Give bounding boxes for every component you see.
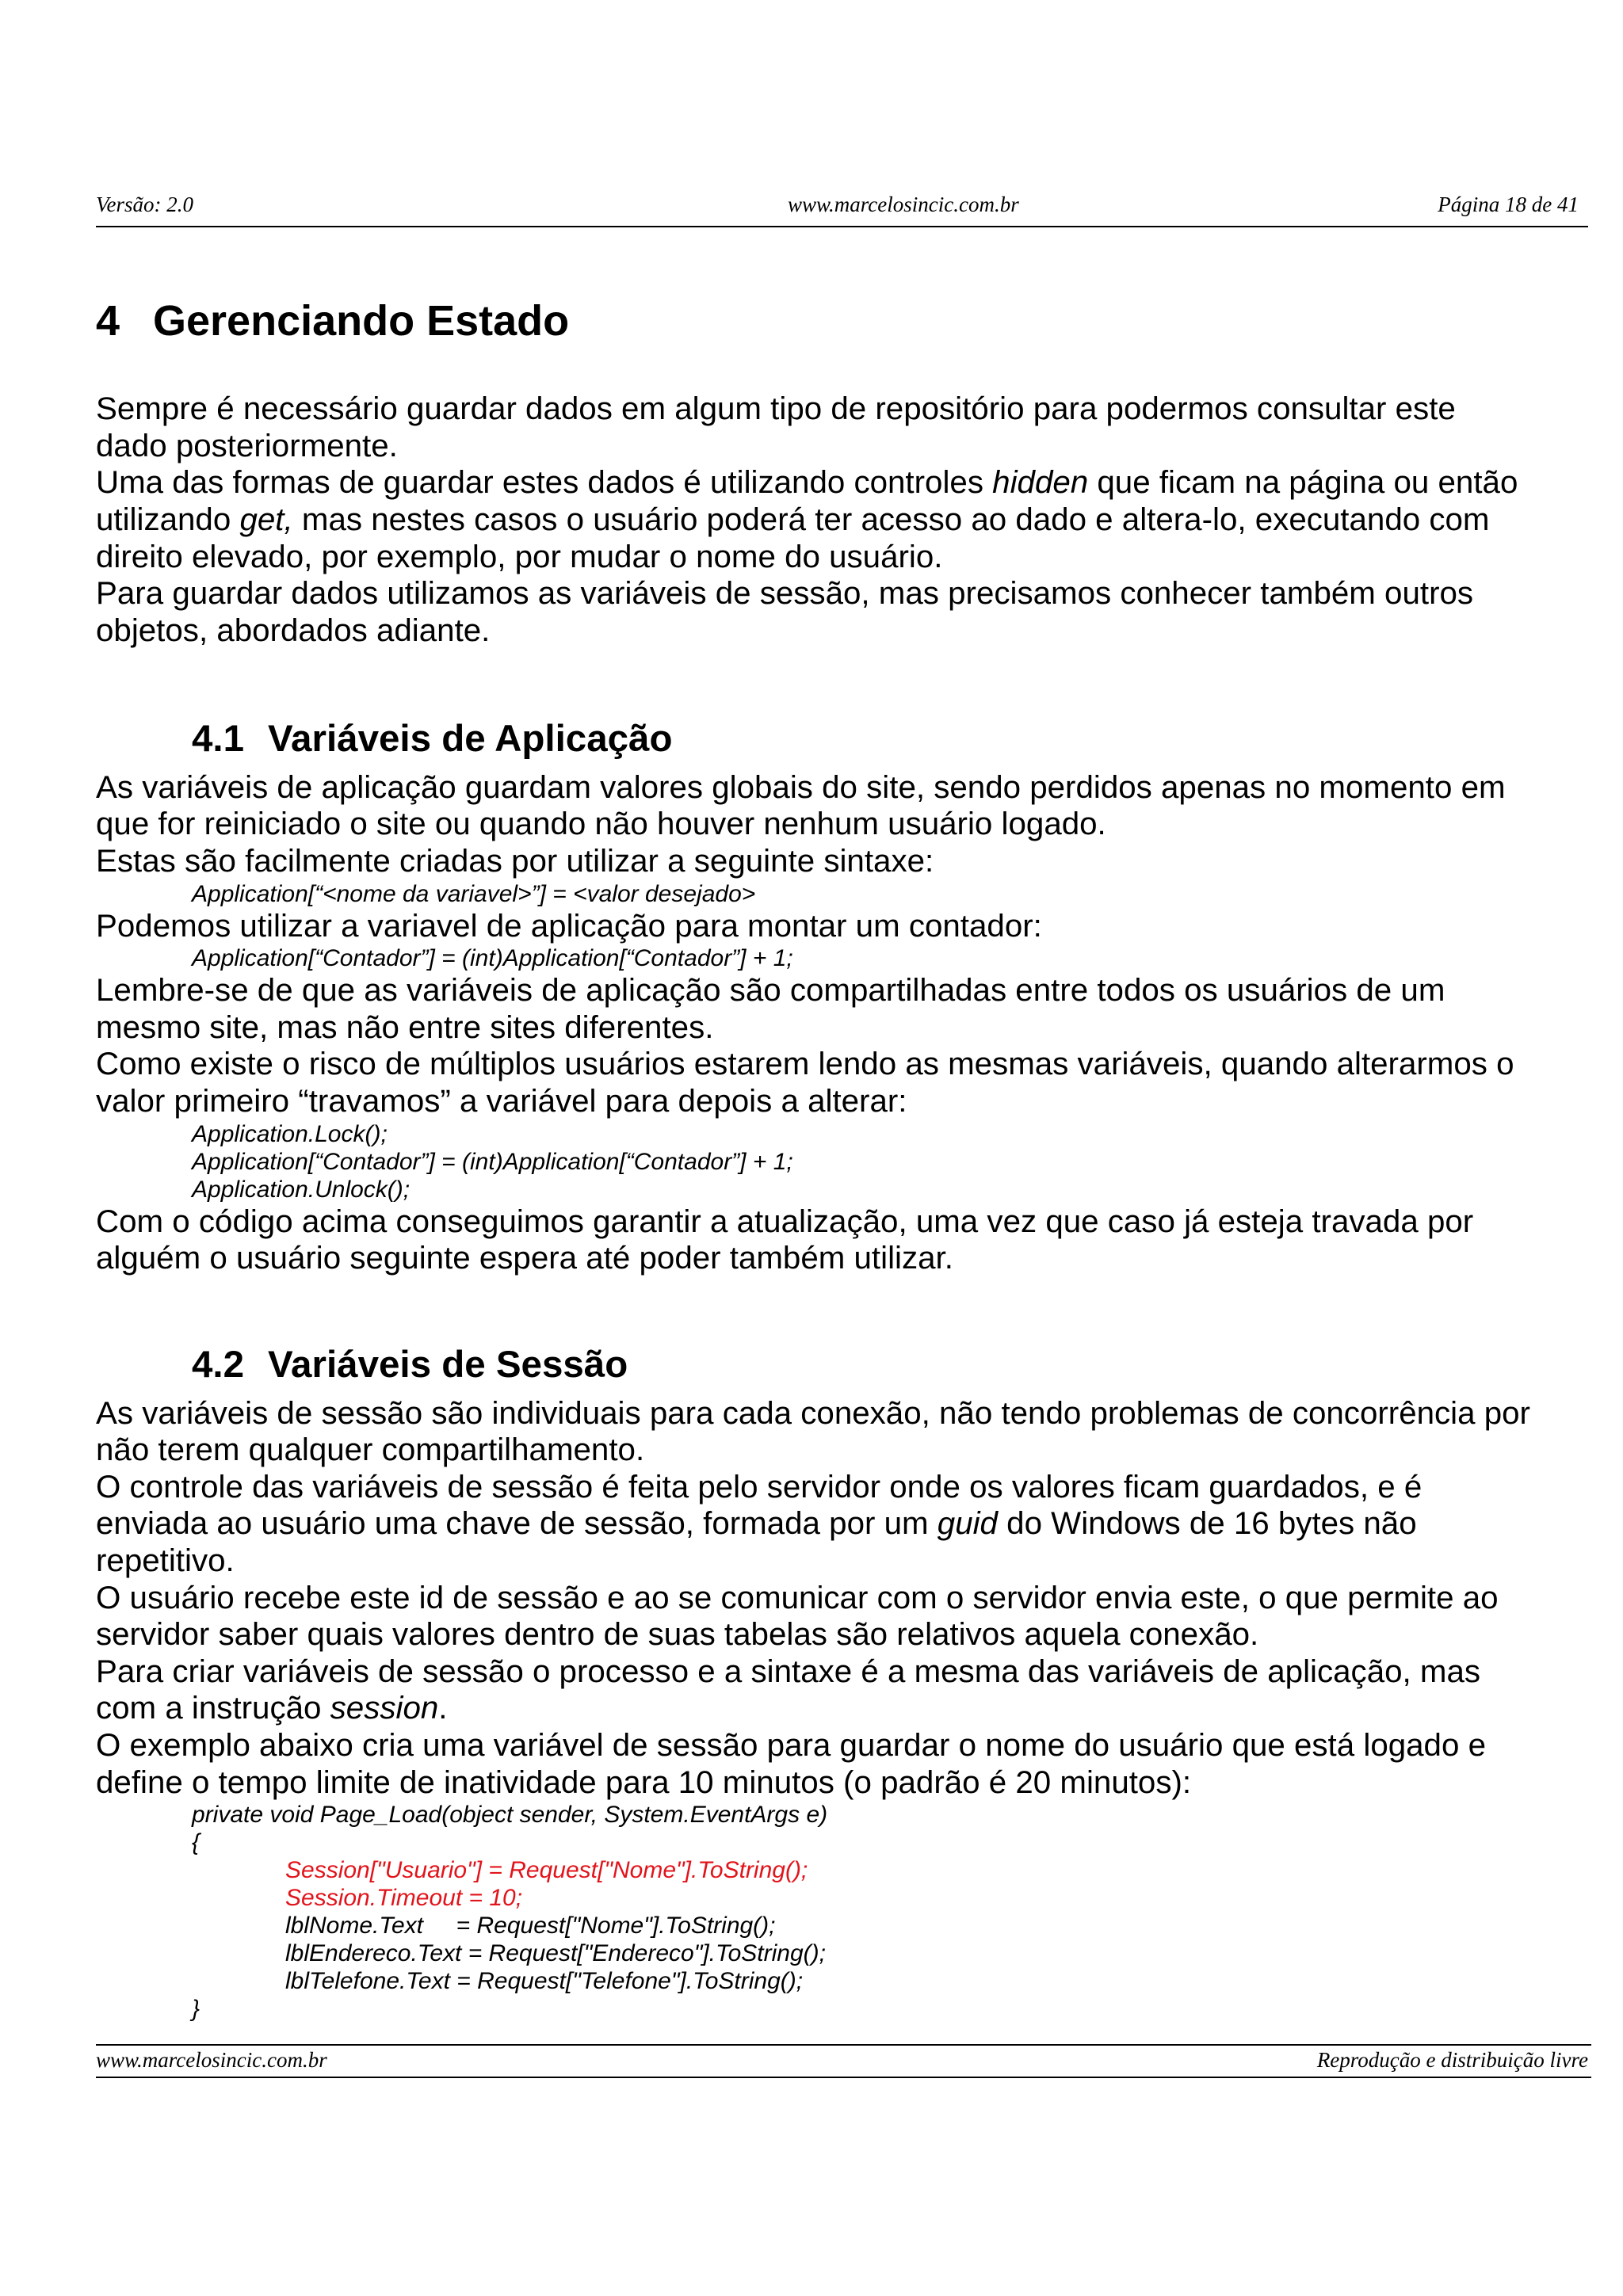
- paragraph: [96, 1203, 1602, 1277]
- text-line: As variáveis de aplicação guardam valores globais do site, sendo perdidos apenas no momento em: [96, 769, 1506, 805]
- text-line: que for reiniciado o site ou quando não houver nenhum usuário logado.: [96, 806, 1106, 842]
- code-sample-page-load: [96, 1801, 1602, 2023]
- section-number: 4.1: [192, 718, 245, 760]
- footer-site-url: www.marcelosincic.com.br: [96, 2048, 327, 2072]
- footer-rule-bottom: [96, 2077, 1591, 2078]
- chapter-number: 4: [96, 297, 120, 345]
- text-run: enviada ao usuário uma chave de sessão, formada por um: [96, 1505, 938, 1542]
- text-line: [96, 464, 1602, 502]
- paragraph: [96, 1046, 1602, 1119]
- text-line: Estas são facilmente criadas por utilizar a seguinte sintaxe:: [96, 843, 934, 879]
- paragraph: [96, 1469, 1602, 1580]
- text-line: dado posteriormente.: [96, 427, 398, 463]
- paragraph: [96, 908, 1602, 945]
- text-line: valor primeiro “travamos” a variável para depois a alterar:: [96, 1083, 907, 1119]
- text-line: servidor saber quais valores dentro de suas tabelas são relativos aquela conexão.: [96, 1616, 1259, 1653]
- code-line-highlighted: Session.Timeout = 10;: [285, 1885, 523, 1912]
- text-line: Com o código acima conseguimos garantir a atualização, uma vez que caso já esteja travada por: [96, 1203, 1474, 1239]
- text-line: Para guardar dados utilizamos as variáveis de sessão, mas precisamos conhecer também outros: [96, 575, 1474, 612]
- text-line: Sempre é necessário guardar dados em algum tipo de repositório para podermos consultar este: [96, 391, 1456, 427]
- code-sample: [96, 944, 1602, 972]
- header-site-url: www.marcelosincic.com.br: [788, 193, 1019, 216]
- page-number: Página 18 de 41: [1438, 193, 1579, 216]
- text-line: alguém o usuário seguinte espera até poder também utilizar.: [96, 1240, 953, 1276]
- text-line: [96, 502, 1602, 539]
- code-line-highlighted: Session["Usuario"] = Request["Nome"].ToString();: [285, 1857, 808, 1884]
- code-line: Application.Lock();: [192, 1120, 388, 1147]
- code-close-brace: }: [192, 1996, 200, 2023]
- code-line: Application.Unlock();: [192, 1176, 411, 1203]
- chapter-heading: [96, 296, 1586, 345]
- text-run: com a instrução: [96, 1690, 330, 1726]
- paragraph: [96, 1395, 1602, 1469]
- version-label: Versão: 2.0: [96, 193, 193, 216]
- paragraph: [96, 464, 1602, 575]
- code-line: lblTelefone.Text = Request["Telefone"].ToString();: [285, 1968, 804, 1995]
- header-rule: [96, 226, 1588, 227]
- text-run: mas nestes casos o usuário poderá ter acesso ao dado e altera-lo, executando com: [292, 501, 1490, 537]
- footer-rule-top: [96, 2044, 1591, 2046]
- footer-license: Reprodução e distribuição livre: [1316, 2048, 1588, 2072]
- section-title: Variáveis de Sessão: [268, 1343, 628, 1386]
- text-run: utilizando: [96, 501, 240, 537]
- code-line: Application[“Contador”] = (int)Application[“Contador”] + 1;: [192, 1148, 793, 1175]
- emphasis: session: [330, 1690, 439, 1726]
- text-line: Lembre-se de que as variáveis de aplicação são compartilhadas entre todos os usuários de um: [96, 972, 1445, 1009]
- paragraph: [96, 575, 1602, 649]
- text-line: [96, 1690, 1602, 1727]
- section-number: 4.2: [192, 1343, 245, 1386]
- section-body-session: [96, 1395, 1602, 2023]
- code-line: Application[“<nome da variavel>”] = <valor desejado>: [192, 880, 756, 907]
- text-line: As variáveis de sessão são individuais para cada conexão, não tendo problemas de concorrência por: [96, 1394, 1530, 1431]
- paragraph: [96, 843, 1602, 880]
- text-line: mesmo site, mas não entre sites diferentes.: [96, 1009, 714, 1045]
- code-line: lblEndereco.Text = Request["Endereco"].ToString();: [285, 1940, 826, 1967]
- text-line: [96, 1505, 1602, 1543]
- text-line: O usuário recebe este id de sessão e ao se comunicar com o servidor envia este, o que permite ao: [96, 1579, 1499, 1615]
- paragraph: [96, 391, 1602, 464]
- text-line: Para criar variáveis de sessão o processo e a sintaxe é a mesma das variáveis de aplicação, mas: [96, 1653, 1481, 1689]
- text-line: define o tempo limite de inatividade para 10 minutos (o padrão é 20 minutos):: [96, 1764, 1192, 1800]
- code-line: Application[“Contador”] = (int)Application[“Contador”] + 1;: [192, 945, 793, 972]
- text-line: Como existe o risco de múltiplos usuários estarem lendo as mesmas variáveis, quando alterarmos o: [96, 1046, 1514, 1082]
- code-sample: [96, 1120, 1602, 1203]
- text-line: direito elevado, por exemplo, por mudar o nome do usuário.: [96, 538, 943, 574]
- paragraph: [96, 1653, 1602, 1727]
- paragraph: [96, 972, 1602, 1046]
- text-run: do Windows de 16 bytes não: [997, 1505, 1417, 1542]
- text-line: Podemos utilizar a variavel de aplicação para montar um contador:: [96, 907, 1042, 944]
- code-open-brace: {: [192, 1829, 200, 1856]
- text-run: .: [438, 1690, 448, 1726]
- section-heading-application: [192, 717, 1539, 761]
- code-sample: [96, 880, 1602, 908]
- text-line: O controle das variáveis de sessão é feita pelo servidor onde os valores ficam guardados, e é: [96, 1468, 1423, 1505]
- text-run: que ficam na página ou então: [1088, 464, 1518, 501]
- chapter-intro: [96, 391, 1602, 649]
- emphasis: hidden: [992, 464, 1089, 501]
- text-line: objetos, abordados adiante.: [96, 612, 491, 648]
- section-title: Variáveis de Aplicação: [268, 718, 673, 760]
- emphasis: guid: [937, 1505, 998, 1542]
- text-line: O exemplo abaixo cria uma variável de sessão para guardar o nome do usuário que está logado e: [96, 1727, 1486, 1764]
- text-line: repetitivo.: [96, 1543, 235, 1579]
- code-line: lblNome.Text = Request["Nome"].ToString();: [285, 1913, 776, 1939]
- paragraph: [96, 1727, 1602, 1801]
- paragraph: [96, 769, 1602, 843]
- section-body-application: [96, 769, 1602, 1277]
- text-line: não terem qualquer compartilhamento.: [96, 1432, 645, 1468]
- text-run: Uma das formas de guardar estes dados é utilizando controles: [96, 464, 993, 501]
- code-signature: private void Page_Load(object sender, System.EventArgs e): [192, 1802, 828, 1829]
- section-heading-session: [192, 1343, 1539, 1387]
- emphasis: get,: [239, 501, 293, 537]
- paragraph: [96, 1580, 1602, 1653]
- chapter-title: Gerenciando Estado: [153, 297, 570, 345]
